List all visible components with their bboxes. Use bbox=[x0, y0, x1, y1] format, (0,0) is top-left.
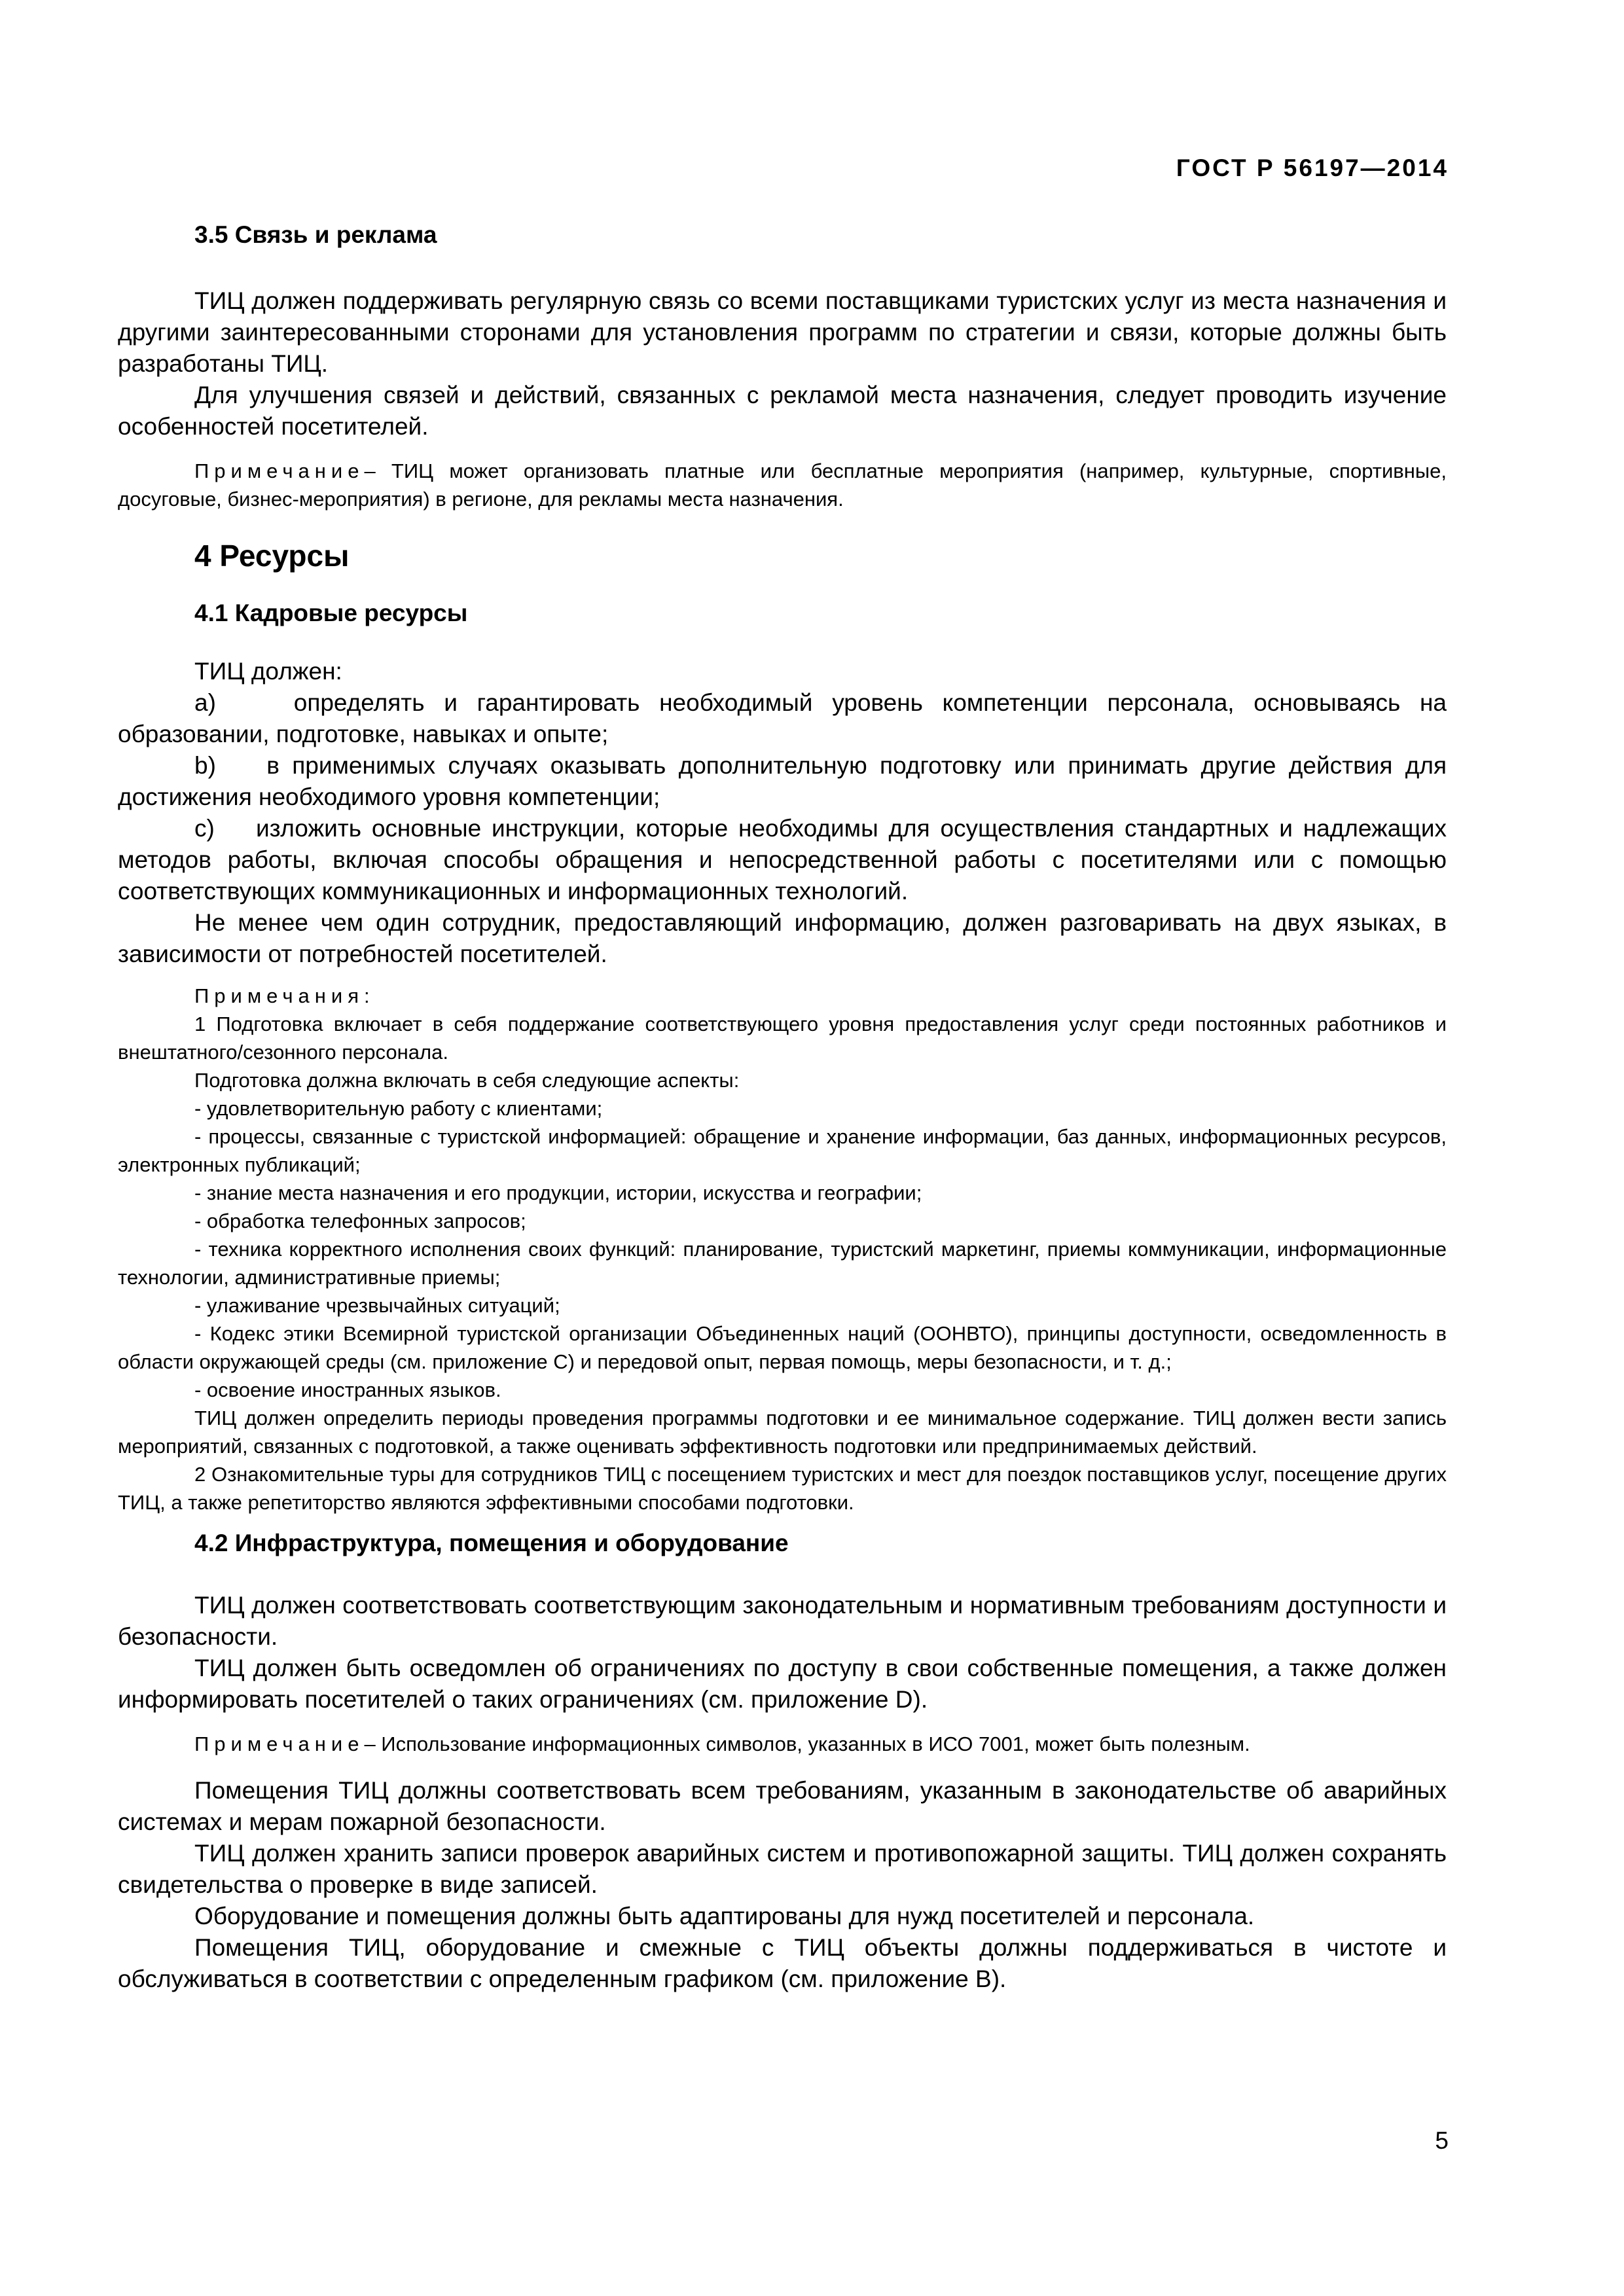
paragraph: Для улучшения связей и действий, связанных с рекламой места назначения, следует проводить изучение особенностей посетителей. bbox=[118, 382, 1447, 440]
list-item: b) в применимых случаях оказывать дополнительную подготовку или принимать другие действия для достижения необходимого уровня компетенции; bbox=[118, 752, 1447, 810]
note-item: - процессы, связанные с туристской информацией: обращение и хранение информации, баз данных, информационных ресурсов, электронных публикаций; bbox=[118, 1125, 1447, 1176]
notes-label: Примечания: bbox=[194, 984, 375, 1007]
paragraph: ТИЦ должен: bbox=[194, 658, 342, 685]
note-item: - знание места назначения и его продукции, истории, искусства и географии; bbox=[194, 1181, 922, 1204]
paragraph: Помещения ТИЦ должны соответствовать всем требованиям, указанным в законодательстве об аварийных системах и мерам пожарной безопасности. bbox=[118, 1777, 1447, 1835]
page-body bbox=[118, 151, 1447, 1995]
note-item: 1 Подготовка включает в себя поддержание соответствующего уровня предоставления услуг среди постоянных работников и внештатного/сезонного персонала. bbox=[118, 1013, 1447, 1064]
section-4-2-title: 4.2 Инфраструктура, помещения и оборудование bbox=[194, 1530, 789, 1556]
note-item: Подготовка должна включать в себя следующие аспекты: bbox=[194, 1069, 740, 1092]
note-label: Примечание bbox=[194, 1732, 365, 1755]
paragraph: ТИЦ должен поддерживать регулярную связь со всеми поставщиками туристских услуг из места назначения и другими заинтересованными сторонами для установления программ по стратегии и связи, которые должны быть разработаны ТИЦ. bbox=[118, 287, 1447, 377]
paragraph: Помещения ТИЦ, оборудование и смежные с ТИЦ объекты должны поддерживаться в чистоте и обслуживаться в соответствии с определенным графиком (см. приложение В). bbox=[118, 1934, 1447, 1992]
note bbox=[118, 457, 1447, 513]
standard-number: ГОСТ Р 56197—2014 bbox=[1176, 154, 1449, 181]
paragraph: ТИЦ должен быть осведомлен об ограничениях по доступу в свои собственные помещения, а также должен информировать посетителей о таких ограничениях (см. приложение D). bbox=[118, 1655, 1447, 1713]
note-item: - техника корректного исполнения своих функций: планирование, туристский маркетинг, приемы коммуникации, информационные технологии, административные приемы; bbox=[118, 1238, 1447, 1289]
note-text: – Использование информационных символов, указанных в ИСО 7001, может быть полезным. bbox=[364, 1732, 1250, 1755]
section-3-5-title: 3.5 Связь и реклама bbox=[194, 221, 437, 248]
section-4-1-title: 4.1 Кадровые ресурсы bbox=[194, 600, 468, 626]
note-label: Примечание bbox=[194, 459, 365, 482]
note-text: – ТИЦ может организовать платные или бесплатные мероприятия (например, культурные, спортивные, досуговые, бизнес-мероприятия) в регионе, для рекламы места назначения. bbox=[118, 459, 1447, 511]
paragraph: ТИЦ должен хранить записи проверок аварийных систем и противопожарной защиты. ТИЦ должен сохранять свидетельства о проверке в виде записей. bbox=[118, 1840, 1447, 1898]
note-item: - Кодекс этики Всемирной туристской организации Объединенных наций (ООНВТО), принципы доступности, осведомленность в области окружающей среды (см. приложение С) и передовой опыт, первая помощь, меры безопасности, и т. д.; bbox=[118, 1322, 1447, 1373]
paragraph: Не менее чем один сотрудник, предоставляющий информацию, должен разговаривать на двух языках, в зависимости от потребностей посетителей. bbox=[118, 909, 1447, 967]
section-4-title: 4 Ресурсы bbox=[194, 539, 350, 573]
list-item: с) изложить основные инструкции, которые необходимы для осуществления стандартных и надлежащих методов работы, включая способы обращения и непосредственной работы с посетителями или с помощью соответствующих коммуникационных и информационных технологий. bbox=[118, 815, 1447, 905]
page-number: 5 bbox=[1435, 2127, 1449, 2154]
note-item: - улаживание чрезвычайных ситуаций; bbox=[194, 1294, 560, 1317]
note-item: - освоение иностранных языков. bbox=[194, 1378, 501, 1401]
paragraph: Оборудование и помещения должны быть адаптированы для нужд посетителей и персонала. bbox=[194, 1903, 1255, 1929]
note-item: - удовлетворительную работу с клиентами; bbox=[194, 1097, 603, 1120]
note-item: ТИЦ должен определить периоды проведения программы подготовки и ее минимальное содержание. ТИЦ должен вести запись мероприятий, связанных с подготовкой, а также оценивать эффективность подготовки или предпринимаемых действий. bbox=[118, 1407, 1447, 1458]
list-item: а) определять и гарантировать необходимый уровень компетенции персонала, основываясь на образовании, подготовке, навыках и опыте; bbox=[118, 689, 1447, 747]
note-item: - обработка телефонных запросов; bbox=[194, 1210, 526, 1232]
paragraph: ТИЦ должен соответствовать соответствующим законодательным и нормативным требованиям доступности и безопасности. bbox=[118, 1592, 1447, 1650]
note bbox=[118, 1730, 1447, 1758]
note-item: 2 Ознакомительные туры для сотрудников ТИЦ с посещением туристских и мест для поездок поставщиков услуг, посещение других ТИЦ, а также репетиторство являются эффективными способами подготовки. bbox=[118, 1463, 1447, 1514]
